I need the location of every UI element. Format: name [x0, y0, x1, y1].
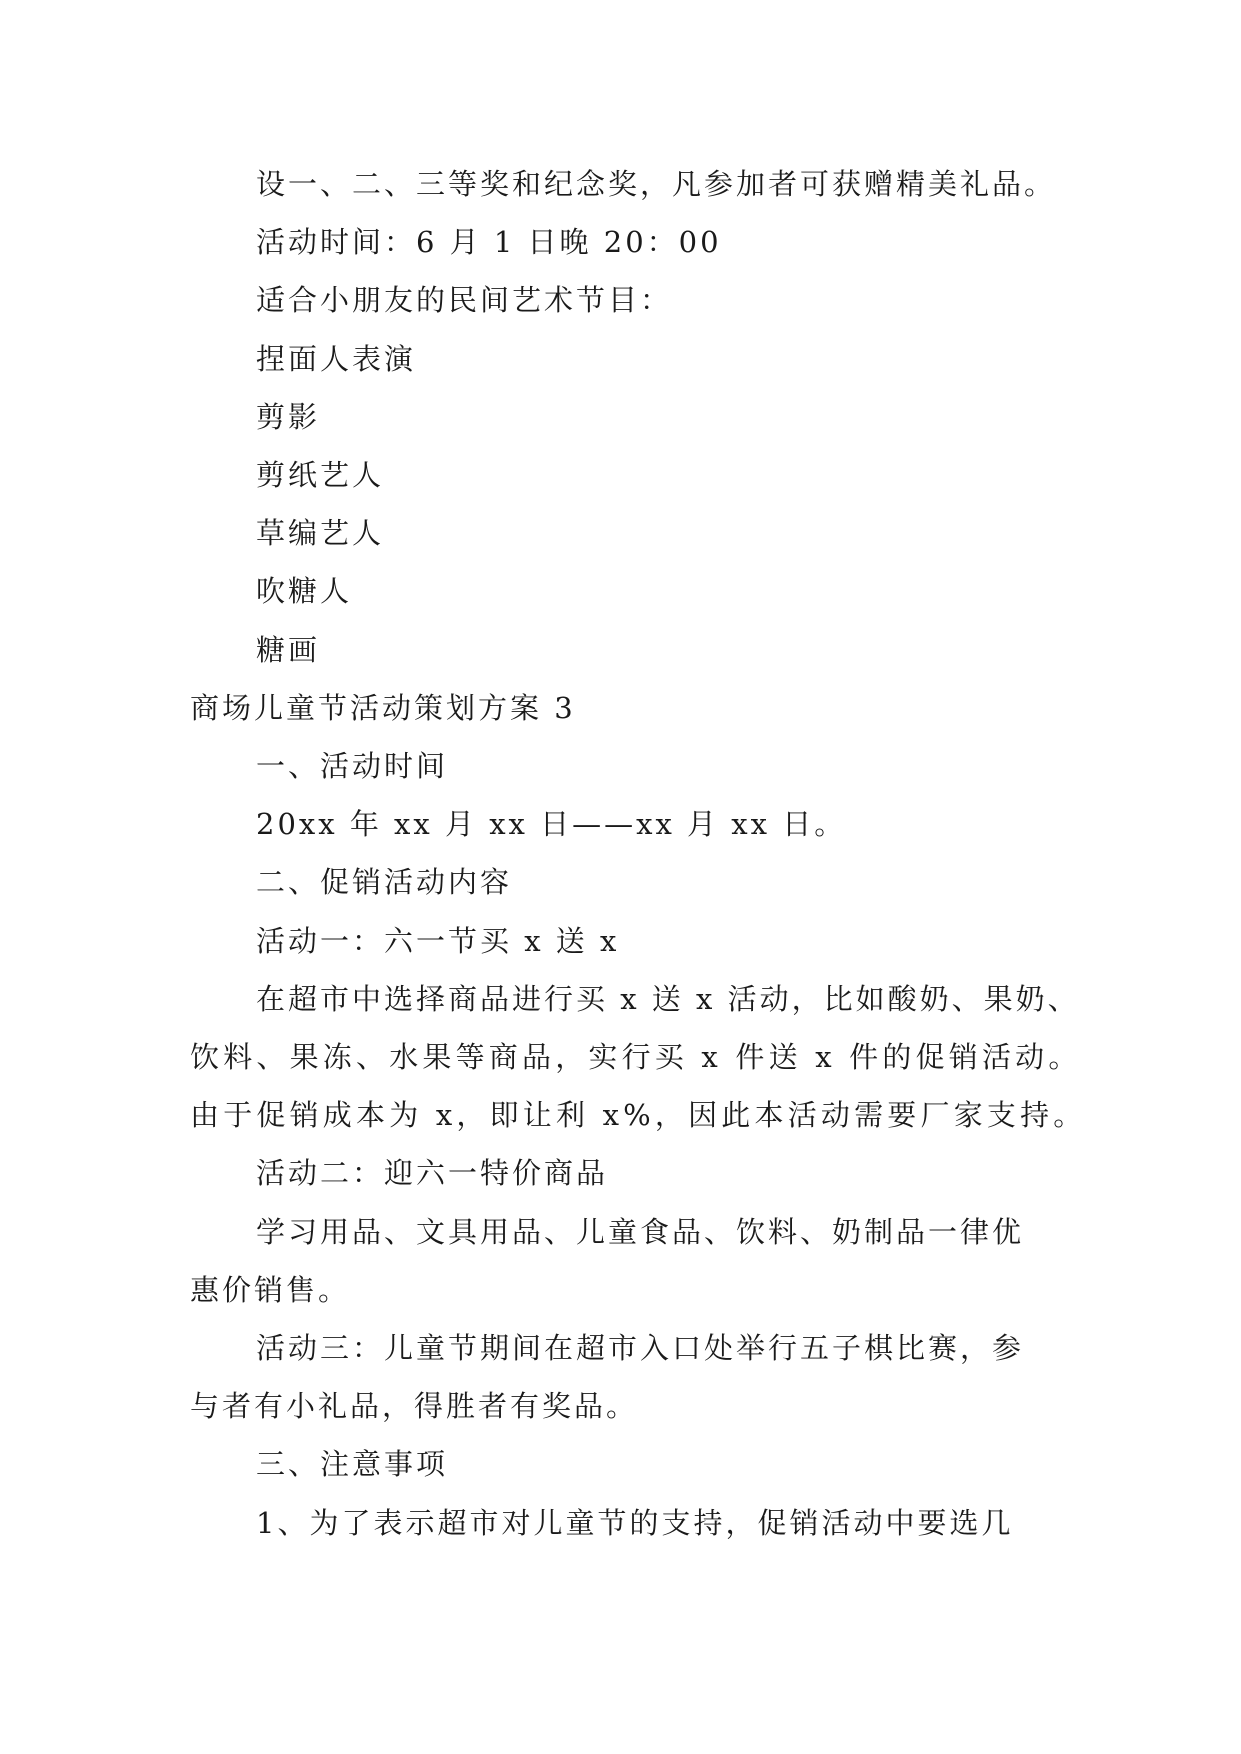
paragraph-activity-one-line1: 在超市中选择商品进行买 x 送 x 活动，比如酸奶、果奶、	[256, 982, 1080, 1016]
paragraph-activity-two-line2: 惠价销售。	[190, 1273, 351, 1307]
paragraph-activity-one-line2: 饮料、果冻、水果等商品，实行买 x 件送 x 件的促销活动。	[190, 1040, 1082, 1074]
list-item-dough-figures: 捏面人表演	[256, 342, 417, 376]
paragraph-prizes: 设一、二、三等奖和纪念奖，凡参加者可获赠精美礼品。	[256, 167, 1057, 201]
heading-notes: 三、注意事项	[256, 1447, 449, 1481]
paragraph-date-range: 20xx 年 xx 月 xx 日——xx 月 xx 日。	[256, 807, 847, 841]
heading-promotion-content: 二、促销活动内容	[256, 865, 513, 899]
heading-activity-time: 一、活动时间	[256, 749, 449, 783]
paragraph-folk-art-heading: 适合小朋友的民间艺术节目：	[256, 283, 673, 317]
paragraph-activity-one-line3: 由于促销成本为 x，即让利 x%，因此本活动需要厂家支持。	[190, 1098, 1087, 1132]
heading-activity-two: 活动二：迎六一特价商品	[256, 1156, 609, 1190]
section-title: 商场儿童节活动策划方案 3	[190, 691, 576, 725]
paragraph-activity-time: 活动时间：6 月 1 日晚 20：00	[256, 225, 722, 259]
list-item-grass-weaving: 草编艺人	[256, 516, 385, 550]
paragraph-activity-three-line2: 与者有小礼品，得胜者有奖品。	[190, 1389, 639, 1423]
paragraph-activity-two-line1: 学习用品、文具用品、儿童食品、饮料、奶制品一律优	[256, 1215, 1025, 1249]
list-item-sugar-blowing: 吹糖人	[256, 574, 353, 608]
heading-activity-one: 活动一：六一节买 x 送 x	[256, 924, 620, 958]
paragraph-note-one: 1、为了表示超市对儿童节的支持，促销活动中要选几	[256, 1506, 1014, 1540]
list-item-sugar-painting: 糖画	[256, 633, 321, 667]
list-item-paper-cutting: 剪纸艺人	[256, 458, 385, 492]
paragraph-activity-three-line1: 活动三：儿童节期间在超市入口处举行五子棋比赛，参	[256, 1331, 1025, 1365]
list-item-silhouette: 剪影	[256, 400, 321, 434]
